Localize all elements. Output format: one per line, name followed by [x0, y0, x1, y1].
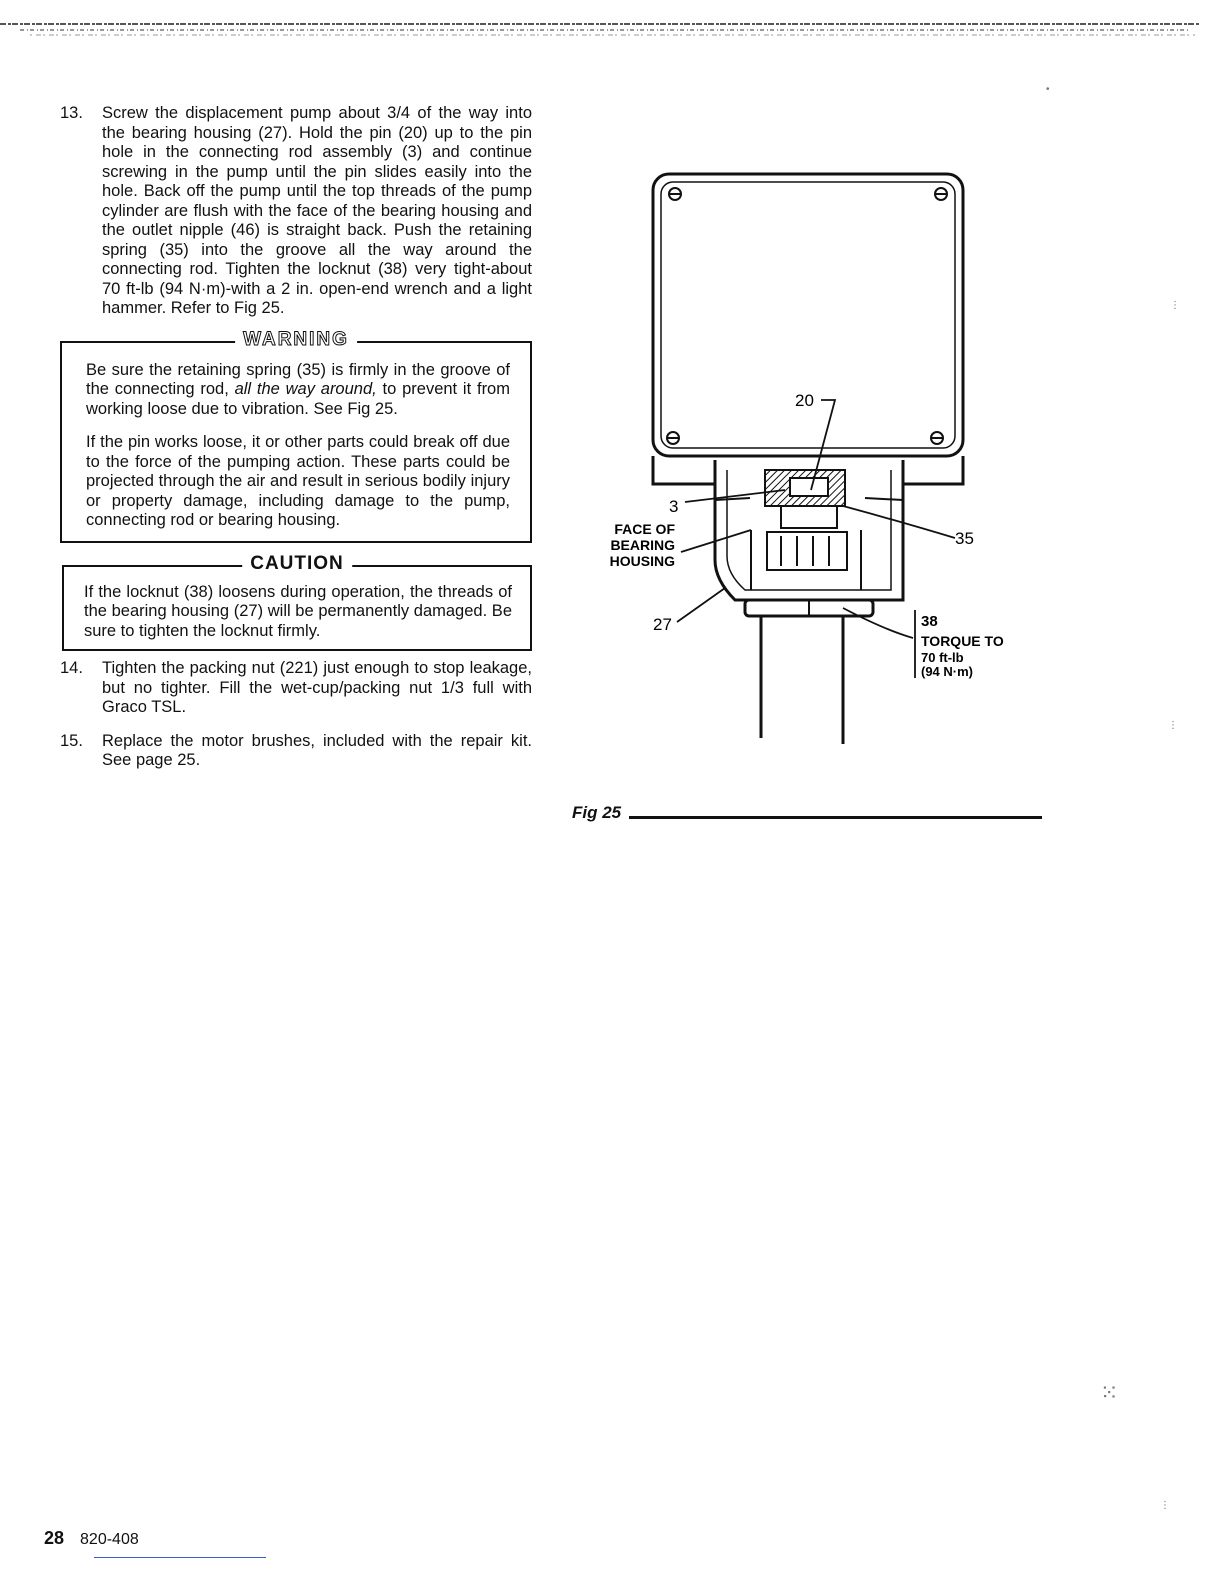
step-15	[60, 732, 532, 771]
warning-title: WARNING	[235, 330, 357, 350]
label-torque-ftlb: 70 ft-lb	[921, 650, 964, 665]
step-14	[60, 659, 532, 718]
label-housing: HOUSING	[609, 553, 675, 569]
step-text: Replace the motor brushes, included with the repair kit. See page 25.	[102, 731, 532, 769]
instructions-column	[60, 104, 532, 771]
warning-text: Be sure the retaining spring (35) is firmly in the groove of the connecting rod,	[86, 360, 510, 398]
footer-rule	[94, 1557, 266, 1558]
scan-speck: ⋮	[1170, 300, 1180, 311]
caution-text: If the locknut (38) loosens during operation, the threads of the bearing housing (27) will be permanently damaged. Be sure to tighten the locknut firmly.	[84, 582, 512, 640]
label-torque-to: TORQUE TO	[921, 633, 1004, 649]
label-3: 3	[669, 497, 679, 516]
caution-title: CAUTION	[242, 554, 352, 574]
scan-noise-top	[0, 18, 1224, 44]
scan-speck: ⁙	[1100, 1380, 1119, 1405]
label-38: 38	[921, 613, 938, 630]
warning-box	[60, 328, 532, 543]
scan-speck: ⋮	[1168, 720, 1178, 731]
step-number: 13.	[60, 104, 83, 122]
label-bearing: BEARING	[610, 537, 675, 553]
label-torque-nm: (94 N·m)	[921, 664, 974, 679]
scan-speck: •	[1046, 84, 1050, 95]
housing-box	[653, 174, 963, 456]
warning-text: to prevent it from working loose due to vibration. See Fig 25.	[86, 380, 510, 418]
page-number: 28	[44, 1528, 65, 1548]
figure-caption	[572, 803, 1042, 823]
label-face-of: FACE OF	[614, 521, 675, 537]
step-text: Screw the displacement pump about 3/4 of the way into the bearing housing (27). Hold the pin (20) up to the pin hole in the connecting rod assembly (3) and continue screwing in the pump until the pin slides easily into the hole. Back off the pump until the top threads of the pump cylinder are flush with the face of the bearing housing and the outlet nipple (46) is straight back. Push the retaining spring (35) into the groove all the way around the connecting rod. Tighten the locknut (38) very tight-about 70 ft-lb (94 N·m)-with a 2 in. open-end wrench and a light hammer. Refer to Fig 25.	[102, 104, 532, 317]
figure-label: Fig 25	[572, 803, 622, 822]
caption-rule	[629, 816, 1042, 819]
step-text: Tighten the packing nut (221) just enough to stop leakage, but no tighter. Fill the wet-cup/packing nut 1/3 full with Graco TSL.	[102, 659, 532, 716]
caution-box	[62, 552, 532, 652]
document-number: 820-408	[80, 1531, 139, 1548]
page-footer	[44, 1528, 139, 1549]
fig-25-diagram	[585, 160, 1045, 760]
label-27: 27	[653, 615, 672, 634]
label-35: 35	[955, 529, 974, 548]
scan-speck: ⋮	[1160, 1500, 1170, 1511]
step-number: 14.	[60, 659, 83, 677]
warning-paragraph-2: If the pin works loose, it or other parts could break off due to the force of the pumping action. These parts could be projected through the air and result in serious bodily injury or property damage, including damage to the pump, connecting rod or bearing housing.	[86, 433, 510, 529]
step-13	[60, 104, 532, 319]
label-20: 20	[795, 391, 814, 410]
step-number: 15.	[60, 731, 83, 750]
warning-emphasis: all the way around,	[234, 380, 377, 398]
warning-paragraph-1	[86, 361, 510, 420]
locknut-and-pump	[745, 600, 873, 744]
